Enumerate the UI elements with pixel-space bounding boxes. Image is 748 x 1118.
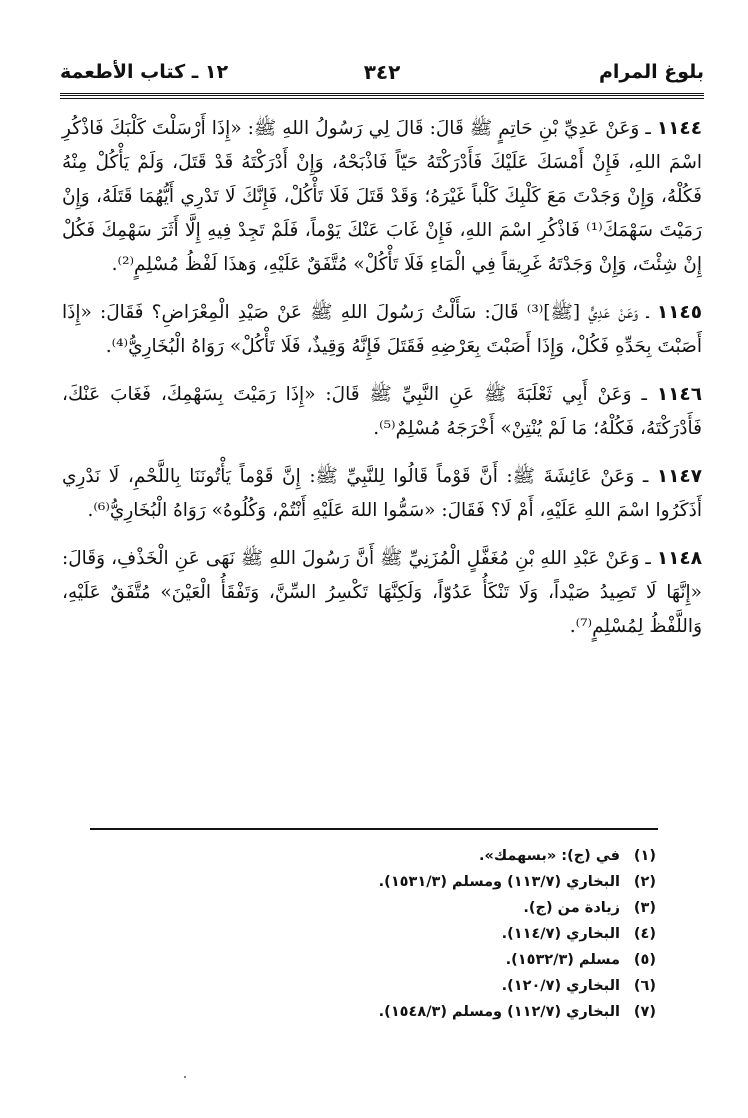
hadith-number: ١١٤٧ xyxy=(656,466,702,487)
footnote-item xyxy=(80,921,656,947)
main-text xyxy=(62,112,702,658)
hadith-number: ١١٤٥ xyxy=(656,302,703,323)
footnote-item xyxy=(80,869,656,895)
scan-speck xyxy=(184,1076,186,1078)
footnote-number: (٧) xyxy=(633,1004,656,1020)
footnote-text: البخاري (١١٤/٧). xyxy=(501,926,620,942)
chapter-title: ١٢ ـ كتاب الأطعمة xyxy=(60,61,229,83)
footnote-item xyxy=(80,895,656,921)
footnote-number: (٦) xyxy=(633,978,656,994)
header-divider xyxy=(60,93,704,99)
footnote-number: (٣) xyxy=(633,900,656,916)
running-header xyxy=(60,56,704,88)
hadith-text: ـ وَعَنْ أَبِي ثَعْلَبَةَ ﷺ عَنِ النَّبِيِّ ﷺ قَالَ: «إِذَا رَمَيْتَ بِسَهْمِكَ، فَغَابَ عَنْكَ، فَأَدْرَكْتَهُ، فَكُلْهُ؛ مَا لَمْ يُنْتِنْ» أَخْرَجَهُ مُسْلِمٌ⁽⁵⁾. xyxy=(62,384,702,439)
hadith-text: ـ وَعَنْ عَدِيِّ بْنِ حَاتِمٍ ﷺ قَالَ: قَالَ لِي رَسُولُ اللهِ ﷺ: «إِذَا أَرْسَلْتَ كَلْبَكَ فَاذْكُرِ اسْمَ اللهِ، فَإِنْ أَمْسَكَ عَلَيْكَ فَأَدْرَكْتَهُ حَيّاً فَاذْبَحْهُ، وَإِنْ أَدْرَكْتَهُ قَدْ قَتَلَ، وَلَمْ يَأْكُلْ مِنْهُ فَكُلْهُ، وَإِنْ وَجَدْتَ مَعَ كَلْبِكَ كَلْباً غَيْرَهُ؛ وَقَدْ قَتَلَ فَلَا تَأْكُلْ، فَإِنَّكَ لَا تَدْرِي أَيُّهُمَا قَتَلَهُ، وَإِنْ رَمَيْتَ سَهْمَكَ⁽¹⁾ فَاذْكُرِ اسْمَ اللهِ، فَإِنْ غَابَ عَنْكَ يَوْماً، فَلَمْ تَجِدْ فِيهِ إِلَّا أَثَرَ سَهْمِكَ فَكُلْ إِنْ شِئْتَ، وَإِنْ وَجَدْتَهُ غَرِيقاً فِي الْمَاءِ فَلَا تَأْكُلْ» مُتَّفَقٌ عَلَيْهِ، وَهذَا لَفْظُ مُسْلِمٍ⁽²⁾. xyxy=(62,118,702,275)
footnote-item xyxy=(80,843,656,869)
footnote-text: البخاري (١١٣/٧) ومسلم (١٥٣١/٣). xyxy=(378,874,620,890)
hadith-1146 xyxy=(62,378,702,446)
hadith-text: ـ وَعَنْ عَبْدِ اللهِ بْنِ مُغَفَّلٍ الْمُزَنِيِّ ﷺ أَنَّ رَسُولَ اللهِ ﷺ نَهَى عَنِ الْخَذْفِ، وَقَالَ: «إِنَّهَا لَا تَصِيدُ صَيْداً، وَلَا تَنْكَأُ عَدُوّاً، وَلَكِنَّهَا تَكْسِرُ السِّنَّ، وَتَفْقَأُ الْعَيْنَ» مُتَّفَقٌ عَلَيْهِ، وَاللَّفْظُ لِمُسْلِمٍ⁽⁷⁾. xyxy=(62,548,702,637)
footnotes xyxy=(80,843,656,1025)
hadith-text: ـ وَعَنْ عَدِيٍّ [ﷺ]⁽³⁾ قَالَ: سَأَلْتُ رَسُولَ اللهِ ﷺ عَنْ صَيْدِ الْمِعْرَاضِ؟ فَقَالَ: «إِذَا أَصَبْتَ بِحَدِّهِ فَكُلْ، وَإِذَا أَصَبْتَ بِعَرْضِهِ فَقَتَلَ فَإِنَّهُ وَقِيذٌ، فَلَا تَأْكُلْ» رَوَاهُ الْبُخَارِيُّ⁽⁴⁾. xyxy=(62,302,702,357)
footnote-number: (١) xyxy=(633,848,656,864)
footnote-text: مسلم (١٥٣٢/٣). xyxy=(505,952,620,968)
hadith-number: ١١٤٦ xyxy=(656,384,702,405)
footnote-number: (٢) xyxy=(633,874,656,890)
hadith-number: ١١٤٨ xyxy=(656,548,702,569)
footnote-text: في (ج): «بسهمك». xyxy=(479,848,620,864)
hadith-1148 xyxy=(62,542,702,644)
hadith-1144 xyxy=(62,112,702,282)
hadith-text: ـ وَعَنْ عَائِشَةَ ﷺ: أَنَّ قَوْماً قَالُوا لِلنَّبِيِّ ﷺ: إِنَّ قَوْماً يَأْتُونَنَا بِاللَّحْمِ، لَا نَدْرِي أَذَكَرُوا اسْمَ اللهِ عَلَيْهِ، أَمْ لَا؟ فَقَالَ: «سَمُّوا اللهَ عَلَيْهِ أَنْتُمْ، وَكُلُوهُ» رَوَاهُ الْبُخَارِيُّ⁽⁶⁾. xyxy=(62,466,702,521)
footnote-divider xyxy=(90,828,658,830)
footnote-item xyxy=(80,947,656,973)
hadith-number: ١١٤٤ xyxy=(656,118,702,139)
footnote-number: (٤) xyxy=(633,926,656,942)
footnote-text: البخاري (١١٢/٧) ومسلم (١٥٤٨/٣). xyxy=(378,1004,620,1020)
footnote-text: البخاري (١٢٠/٧). xyxy=(501,978,620,994)
footnote-item xyxy=(80,999,656,1025)
footnote-number: (٥) xyxy=(633,952,656,968)
book-title: بلوغ المرام xyxy=(598,61,704,83)
footnote-text: زيادة من (ج). xyxy=(523,900,620,916)
footnote-item xyxy=(80,973,656,999)
hadith-1145 xyxy=(62,296,702,364)
page-number: ٣٤٢ xyxy=(363,60,401,84)
hadith-1147 xyxy=(62,460,702,528)
